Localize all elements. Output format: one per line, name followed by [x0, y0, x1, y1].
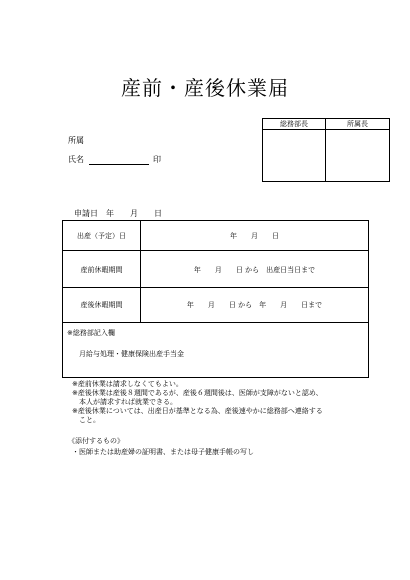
- name-signature-line: [89, 164, 149, 165]
- approval-header-divider: [263, 129, 389, 130]
- note-line: こと。: [72, 416, 100, 424]
- general-affairs-item: 月給与処理・健康保険出産手当金: [79, 350, 184, 358]
- leave-details-table: [62, 220, 369, 378]
- birth-date-label: 出産（予定）日: [77, 232, 126, 240]
- approval-stamp-box: [262, 118, 390, 182]
- prenatal-leave-label: 産前休暇期間: [80, 266, 123, 274]
- general-affairs-header: ※総務部記入欄: [67, 329, 115, 337]
- name-label: 氏名: [68, 155, 84, 164]
- approval-general-affairs-manager-label: 総務部長: [280, 120, 308, 128]
- affiliation-label: 所属: [68, 136, 84, 145]
- form-title: 産前・産後休業届: [121, 76, 289, 100]
- note-line: ※産後休業については、出産日が基準となる為、産後速やかに総務部へ連絡する: [72, 407, 323, 415]
- attachments-header: 《添付するもの》: [68, 437, 124, 445]
- birth-date-value: 年 月 日: [230, 232, 279, 240]
- postnatal-leave-label: 産後休暇期間: [80, 301, 123, 309]
- seal-mark: 印: [153, 155, 161, 164]
- note-line: 本人が請求すれば就業できる。: [72, 398, 177, 406]
- notes-block: [72, 380, 323, 425]
- note-line: ※産前休業は請求しなくてもよい。: [72, 380, 183, 388]
- approval-department-head-label: 所属長: [347, 120, 368, 128]
- postnatal-leave-value: 年 月 日 から 年 月 日まで: [186, 301, 323, 309]
- attachments-item: ・医師または助産婦の証明書、または母子健康手帳の写し: [72, 448, 254, 456]
- note-line: ※産後休業は産後８週間であるが、産後６週間後は、医師が支障がないと認め、: [72, 389, 323, 397]
- application-date: 申請日 年 月 日: [74, 209, 162, 218]
- prenatal-leave-value: 年 月 日 から 出産日当日まで: [193, 266, 316, 274]
